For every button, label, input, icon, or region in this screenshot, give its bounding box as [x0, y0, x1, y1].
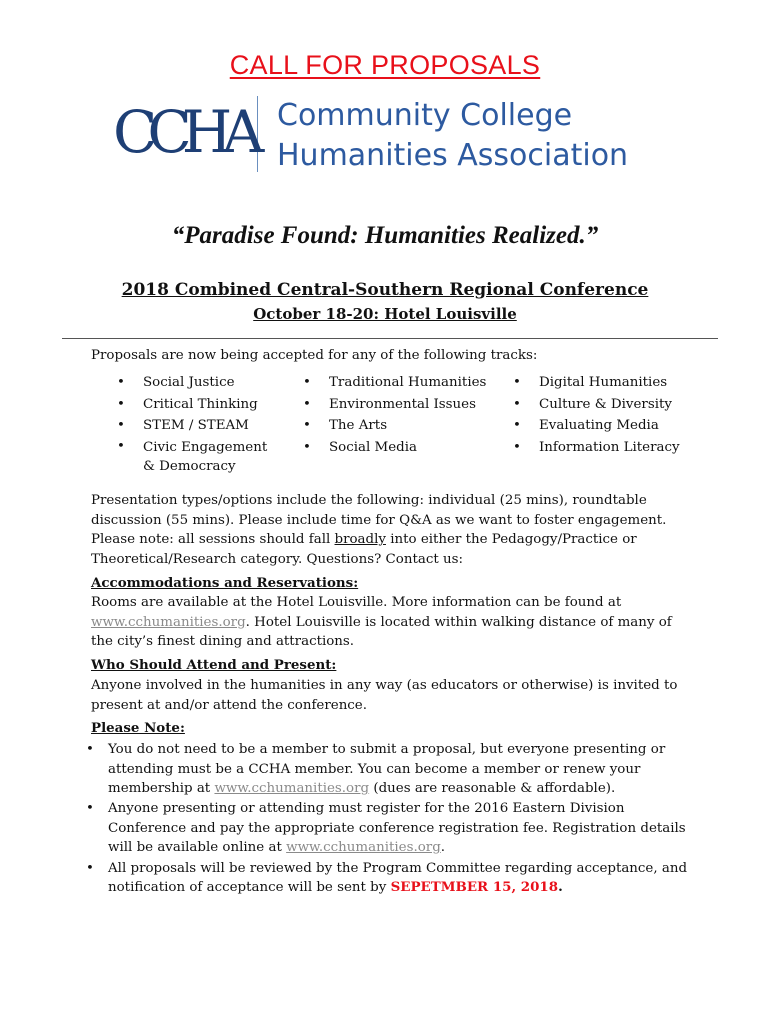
please-note-heading: Please Note: [91, 720, 185, 736]
track-item: • STEM / STEAM [117, 415, 277, 437]
track-item: • Information Literacy [513, 437, 713, 459]
conference-date-location: October 18-20: Hotel Louisville [253, 305, 517, 323]
track-item: • Evaluating Media [513, 415, 713, 437]
logo-letters: CCHA [113, 98, 255, 166]
note-text-end: (dues are reasonable & affordable). [369, 781, 616, 797]
website-link[interactable]: www.cchumanities.org [91, 614, 246, 630]
tracks-column-2 [303, 372, 503, 458]
conference-title: 2018 Combined Central-Southern Regional Conference [121, 280, 649, 300]
notes-list [84, 740, 694, 898]
track-item: • Environmental Issues [303, 394, 503, 416]
organization-name-line2: Humanities Association [277, 138, 629, 173]
divider [62, 338, 718, 339]
note-text: You do not need to be a member to submit a proposal, but everyone presenting or attending must be a CCHA member. You can become a member or renew your membership at [108, 742, 666, 797]
membership-link[interactable]: www.cchumanities.org [214, 781, 370, 797]
tracks-column-3 [513, 372, 713, 458]
presentation-text: Presentation types/options include the following: individual (25 mins), roundtable discussion (55 mins). Please include time for Q&A as we want to foster engagement. Please note: all sessions should fall [91, 493, 667, 548]
presentation-text-end: into either the Pedagogy/Practice or Theoretical/Research category. Questions? Contact us: [91, 532, 637, 567]
registration-link[interactable]: www.cchumanities.org [286, 840, 441, 856]
track-item: • Critical Thinking [117, 394, 277, 416]
note-text-end: . [558, 879, 563, 896]
accommodations-text [91, 593, 691, 652]
track-item: • Social Justice [117, 372, 277, 394]
presentation-types [91, 491, 691, 569]
accommodations-heading: Accommodations and Reservations: [91, 575, 359, 591]
ccha-logo [109, 96, 649, 176]
call-for-proposals-heading: CALL FOR PROPOSALS [229, 50, 541, 80]
track-item: • Social Media [303, 437, 503, 459]
who-should-attend-heading: Who Should Attend and Present: [91, 657, 337, 673]
notification-deadline: SEPETMBER 15, 2018 [390, 879, 559, 896]
note-item [84, 799, 694, 858]
note-text: All proposals will be reviewed by the Program Committee regarding acceptance, and notification of acceptance will be sent by [108, 860, 688, 896]
emphasis-broadly: broadly [334, 532, 386, 548]
accommodations-text-start: Rooms are available at the Hotel Louisville. More information can be found at [91, 595, 622, 610]
note-text-end: . [440, 840, 446, 856]
track-item: • Traditional Humanities [303, 372, 503, 394]
track-item: • Civic Engagement & Democracy [117, 437, 277, 476]
note-text: Anyone presenting or attending must register for the 2016 Eastern Division Conference and pay the appropriate conference registration fee. Registration details will be available online at [108, 801, 686, 856]
organization-name-line1: Community College [277, 98, 573, 133]
conference-motto: “Paradise Found: Humanities Realized.” [171, 222, 599, 249]
tracks-intro: Proposals are now being accepted for any of the following tracks: [91, 348, 538, 363]
organization-name [277, 96, 628, 176]
accommodations-text-end: . Hotel Louisville is located within walking distance of many of the city’s finest dining and attractions. [91, 614, 672, 650]
track-item: • The Arts [303, 415, 503, 437]
track-item: • Digital Humanities [513, 372, 713, 394]
note-item [84, 859, 694, 898]
track-item: • Culture & Diversity [513, 394, 713, 416]
note-item [84, 740, 694, 799]
ccha-logo-mark [109, 96, 258, 172]
tracks-column-1 [117, 372, 277, 476]
who-should-attend-text: Anyone involved in the humanities in any way (as educators or otherwise) is invited to present at and/or attend the conference. [91, 678, 678, 713]
